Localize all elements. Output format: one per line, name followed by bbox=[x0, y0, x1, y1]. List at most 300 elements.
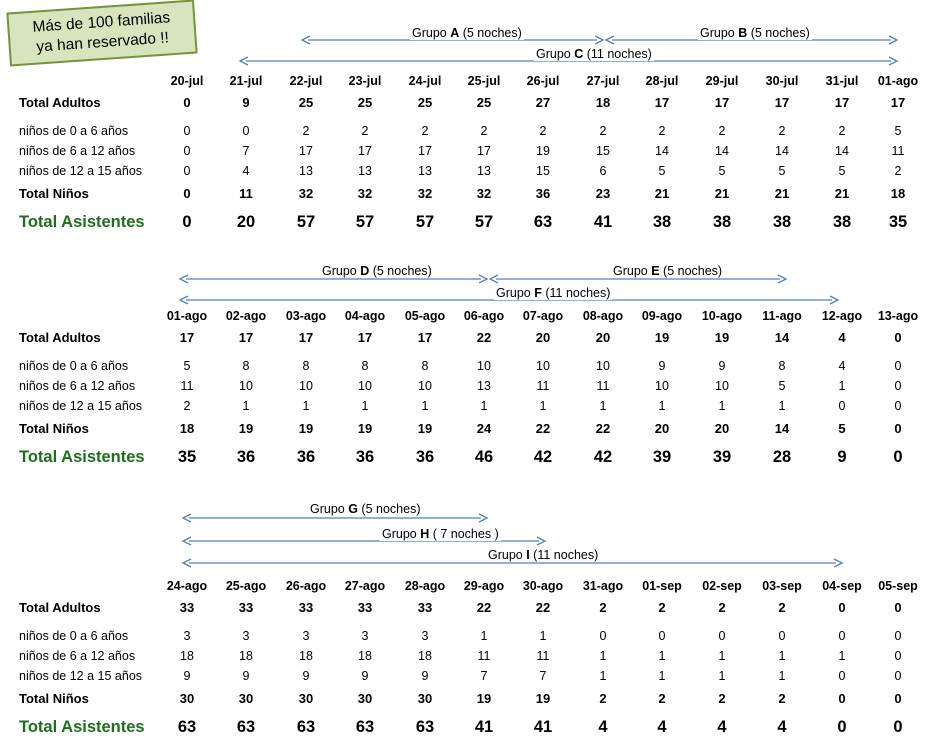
group-letter: E bbox=[651, 264, 660, 278]
date-header: 25-ago bbox=[225, 579, 267, 593]
value-cell: 28 bbox=[772, 448, 792, 466]
value-cell: 57 bbox=[355, 213, 375, 231]
value-cell: 22 bbox=[535, 600, 551, 615]
row-label-n6_12: niños de 6 a 12 años bbox=[19, 649, 136, 663]
date-header: 22-jul bbox=[289, 74, 323, 88]
value-cell: 1 bbox=[658, 669, 666, 683]
row-n6_12 bbox=[0, 649, 926, 667]
value-cell: 1 bbox=[838, 649, 846, 663]
value-cell: 32 bbox=[476, 186, 492, 201]
value-cell: 0 bbox=[183, 95, 191, 110]
group-prefix: Grupo bbox=[536, 47, 575, 61]
value-cell: 1 bbox=[599, 669, 607, 683]
value-cell: 20 bbox=[654, 421, 670, 436]
row-label-adultos: Total Adultos bbox=[19, 95, 101, 110]
value-cell: 10 bbox=[418, 379, 432, 393]
value-cell: 11 bbox=[536, 379, 550, 393]
row-adultos bbox=[0, 330, 926, 348]
value-cell: 57 bbox=[474, 213, 494, 231]
arrowhead bbox=[183, 514, 191, 522]
value-cell: 18 bbox=[299, 649, 313, 663]
value-cell: 22 bbox=[476, 330, 492, 345]
row-label-asistentes: Total Asistentes bbox=[19, 448, 145, 466]
value-cell: 5 bbox=[778, 164, 786, 178]
value-cell: 2 bbox=[778, 600, 786, 615]
group-label-H bbox=[380, 527, 501, 541]
value-cell: 30 bbox=[238, 691, 254, 706]
group-prefix: Grupo bbox=[488, 548, 527, 562]
group-letter: H bbox=[420, 527, 430, 541]
value-cell: 4 bbox=[838, 330, 846, 345]
value-cell: 5 bbox=[183, 359, 191, 373]
value-cell: 3 bbox=[361, 629, 369, 643]
value-cell: 2 bbox=[302, 124, 310, 138]
group-prefix: Grupo bbox=[613, 264, 652, 278]
value-cell: 0 bbox=[838, 600, 846, 615]
value-cell: 2 bbox=[599, 691, 607, 706]
value-cell: 1 bbox=[718, 649, 726, 663]
arrowhead bbox=[240, 57, 248, 65]
value-cell: 0 bbox=[838, 399, 846, 413]
group-prefix: Grupo bbox=[700, 26, 739, 40]
value-cell: 4 bbox=[242, 164, 250, 178]
value-cell: 5 bbox=[718, 164, 726, 178]
value-cell: 35 bbox=[177, 448, 197, 466]
value-cell: 11 bbox=[180, 379, 194, 393]
group-label-E bbox=[611, 264, 724, 278]
row-adultos bbox=[0, 600, 926, 618]
arrowhead bbox=[183, 537, 191, 545]
value-cell: 9 bbox=[421, 669, 429, 683]
value-cell: 41 bbox=[593, 213, 613, 231]
value-cell: 6 bbox=[599, 164, 607, 178]
value-cell: 9 bbox=[242, 95, 250, 110]
group-letter: G bbox=[348, 502, 358, 516]
arrowhead bbox=[180, 275, 188, 283]
row-label-n12_15: niños de 12 a 15 años bbox=[19, 669, 143, 683]
value-cell: 18 bbox=[179, 421, 195, 436]
value-cell: 36 bbox=[236, 448, 256, 466]
value-cell: 2 bbox=[718, 600, 726, 615]
value-cell: 14 bbox=[835, 144, 849, 158]
date-header: 13-ago bbox=[877, 309, 919, 323]
date-header: 02-ago bbox=[225, 309, 267, 323]
value-cell: 17 bbox=[714, 95, 730, 110]
value-cell: 2 bbox=[838, 124, 846, 138]
value-cell: 10 bbox=[536, 359, 550, 373]
value-cell: 1 bbox=[302, 399, 310, 413]
value-cell: 5 bbox=[838, 164, 846, 178]
value-cell: 2 bbox=[778, 124, 786, 138]
value-cell: 8 bbox=[778, 359, 786, 373]
value-cell: 2 bbox=[599, 600, 607, 615]
group-nights: (11 noches) bbox=[583, 47, 652, 61]
value-cell: 17 bbox=[298, 330, 314, 345]
value-cell: 7 bbox=[480, 669, 488, 683]
value-cell: 30 bbox=[417, 691, 433, 706]
value-cell: 2 bbox=[421, 124, 429, 138]
date-header: 03-sep bbox=[762, 579, 802, 593]
value-cell: 25 bbox=[298, 95, 314, 110]
value-cell: 1 bbox=[480, 399, 488, 413]
row-dates bbox=[0, 74, 926, 92]
value-cell: 0 bbox=[599, 629, 607, 643]
row-label-n12_15: niños de 12 a 15 años bbox=[19, 399, 143, 413]
value-cell: 2 bbox=[658, 600, 666, 615]
date-header: 31-jul bbox=[825, 74, 859, 88]
row-label-n0_6: niños de 0 a 6 años bbox=[19, 359, 129, 373]
date-header: 01-sep bbox=[642, 579, 682, 593]
date-header: 24-ago bbox=[166, 579, 208, 593]
value-cell: 5 bbox=[838, 421, 846, 436]
value-cell: 0 bbox=[894, 359, 902, 373]
value-cell: 18 bbox=[239, 649, 253, 663]
value-cell: 5 bbox=[658, 164, 666, 178]
date-header: 29-jul bbox=[705, 74, 739, 88]
value-cell: 14 bbox=[775, 144, 789, 158]
value-cell: 38 bbox=[712, 213, 732, 231]
value-cell: 42 bbox=[593, 448, 613, 466]
date-header: 26-jul bbox=[526, 74, 560, 88]
value-cell: 0 bbox=[838, 691, 846, 706]
value-cell: 0 bbox=[893, 718, 903, 736]
value-cell: 57 bbox=[415, 213, 435, 231]
value-cell: 9 bbox=[658, 359, 666, 373]
date-header: 04-sep bbox=[822, 579, 862, 593]
value-cell: 10 bbox=[358, 379, 372, 393]
value-cell: 38 bbox=[832, 213, 852, 231]
group-label-D bbox=[320, 264, 434, 278]
date-header: 05-ago bbox=[404, 309, 446, 323]
value-cell: 5 bbox=[778, 379, 786, 393]
value-cell: 46 bbox=[474, 448, 494, 466]
group-prefix: Grupo bbox=[382, 527, 421, 541]
row-n12_15 bbox=[0, 164, 926, 182]
value-cell: 17 bbox=[477, 144, 491, 158]
value-cell: 0 bbox=[894, 421, 902, 436]
date-header: 20-jul bbox=[170, 74, 204, 88]
value-cell: 0 bbox=[894, 330, 902, 345]
value-cell: 17 bbox=[299, 144, 313, 158]
date-header: 28-ago bbox=[404, 579, 446, 593]
note-line-2: ya han reservado !! bbox=[35, 29, 170, 56]
value-cell: 17 bbox=[890, 95, 906, 110]
value-cell: 1 bbox=[539, 399, 547, 413]
value-cell: 4 bbox=[598, 718, 608, 736]
row-n0_6 bbox=[0, 629, 926, 647]
row-asistentes bbox=[0, 448, 926, 472]
group-label-C bbox=[534, 47, 654, 61]
value-cell: 0 bbox=[894, 691, 902, 706]
group-label-F bbox=[494, 286, 612, 300]
value-cell: 8 bbox=[361, 359, 369, 373]
value-cell: 2 bbox=[778, 691, 786, 706]
reservations-note bbox=[6, 0, 197, 66]
value-cell: 18 bbox=[358, 649, 372, 663]
group-letter: F bbox=[534, 286, 542, 300]
row-ninos bbox=[0, 691, 926, 709]
value-cell: 63 bbox=[177, 718, 197, 736]
arrowhead bbox=[834, 559, 842, 567]
value-cell: 0 bbox=[183, 124, 191, 138]
note-line-1: Más de 100 familias bbox=[31, 9, 171, 36]
arrowhead bbox=[595, 36, 603, 44]
value-cell: 36 bbox=[296, 448, 316, 466]
value-cell: 0 bbox=[183, 186, 191, 201]
date-header: 08-ago bbox=[582, 309, 624, 323]
value-cell: 11 bbox=[891, 144, 905, 158]
date-header: 28-jul bbox=[645, 74, 679, 88]
value-cell: 19 bbox=[476, 691, 492, 706]
value-cell: 0 bbox=[718, 629, 726, 643]
row-asistentes bbox=[0, 718, 926, 742]
value-cell: 2 bbox=[361, 124, 369, 138]
row-n0_6 bbox=[0, 124, 926, 142]
value-cell: 17 bbox=[654, 95, 670, 110]
value-cell: 1 bbox=[778, 649, 786, 663]
value-cell: 39 bbox=[652, 448, 672, 466]
group-nights: (5 noches) bbox=[357, 502, 421, 516]
value-cell: 0 bbox=[894, 649, 902, 663]
value-cell: 19 bbox=[714, 330, 730, 345]
value-cell: 13 bbox=[477, 164, 491, 178]
row-n6_12 bbox=[0, 379, 926, 397]
value-cell: 27 bbox=[535, 95, 551, 110]
value-cell: 0 bbox=[894, 669, 902, 683]
value-cell: 17 bbox=[179, 330, 195, 345]
date-header: 23-jul bbox=[348, 74, 382, 88]
value-cell: 0 bbox=[183, 144, 191, 158]
value-cell: 33 bbox=[238, 600, 254, 615]
row-n12_15 bbox=[0, 399, 926, 417]
value-cell: 20 bbox=[714, 421, 730, 436]
group-nights: (11 noches) bbox=[529, 548, 599, 562]
value-cell: 3 bbox=[242, 629, 250, 643]
value-cell: 3 bbox=[421, 629, 429, 643]
value-cell: 30 bbox=[179, 691, 195, 706]
value-cell: 0 bbox=[778, 629, 786, 643]
group-prefix: Grupo bbox=[310, 502, 349, 516]
date-header: 27-ago bbox=[344, 579, 386, 593]
value-cell: 13 bbox=[418, 164, 432, 178]
value-cell: 17 bbox=[774, 95, 790, 110]
value-cell: 8 bbox=[242, 359, 250, 373]
row-label-n6_12: niños de 6 a 12 años bbox=[19, 144, 136, 158]
value-cell: 9 bbox=[242, 669, 250, 683]
value-cell: 10 bbox=[239, 379, 253, 393]
value-cell: 21 bbox=[654, 186, 670, 201]
arrowhead bbox=[479, 514, 487, 522]
value-cell: 42 bbox=[533, 448, 553, 466]
value-cell: 1 bbox=[778, 669, 786, 683]
value-cell: 10 bbox=[477, 359, 491, 373]
value-cell: 15 bbox=[596, 144, 610, 158]
group-nights: (5 noches) bbox=[459, 26, 522, 40]
date-header: 27-jul bbox=[586, 74, 620, 88]
value-cell: 25 bbox=[417, 95, 433, 110]
value-cell: 0 bbox=[894, 379, 902, 393]
value-cell: 19 bbox=[357, 421, 373, 436]
value-cell: 14 bbox=[655, 144, 669, 158]
value-cell: 0 bbox=[838, 629, 846, 643]
value-cell: 33 bbox=[179, 600, 195, 615]
group-prefix: Grupo bbox=[496, 286, 535, 300]
value-cell: 1 bbox=[242, 399, 250, 413]
value-cell: 19 bbox=[238, 421, 254, 436]
value-cell: 32 bbox=[298, 186, 314, 201]
value-cell: 9 bbox=[361, 669, 369, 683]
value-cell: 13 bbox=[299, 164, 313, 178]
value-cell: 19 bbox=[298, 421, 314, 436]
group-label-G bbox=[308, 502, 422, 516]
value-cell: 1 bbox=[658, 399, 666, 413]
date-header: 21-jul bbox=[229, 74, 263, 88]
value-cell: 9 bbox=[183, 669, 191, 683]
date-header: 30-jul bbox=[765, 74, 799, 88]
arrowhead bbox=[778, 275, 786, 283]
value-cell: 3 bbox=[302, 629, 310, 643]
date-header: 12-ago bbox=[821, 309, 863, 323]
row-label-n6_12: niños de 6 a 12 años bbox=[19, 379, 136, 393]
value-cell: 1 bbox=[718, 399, 726, 413]
arrowhead bbox=[490, 275, 498, 283]
group-nights: (5 noches) bbox=[369, 264, 432, 278]
value-cell: 36 bbox=[535, 186, 551, 201]
row-dates bbox=[0, 309, 926, 327]
value-cell: 19 bbox=[654, 330, 670, 345]
date-header: 03-ago bbox=[285, 309, 327, 323]
value-cell: 2 bbox=[658, 124, 666, 138]
arrowhead bbox=[180, 296, 188, 304]
value-cell: 63 bbox=[296, 718, 316, 736]
arrowhead bbox=[183, 559, 191, 567]
value-cell: 10 bbox=[299, 379, 313, 393]
value-cell: 4 bbox=[838, 359, 846, 373]
value-cell: 0 bbox=[894, 629, 902, 643]
group-nights: (5 noches) bbox=[747, 26, 810, 40]
arrowhead bbox=[889, 57, 897, 65]
value-cell: 10 bbox=[715, 379, 729, 393]
value-cell: 19 bbox=[535, 691, 551, 706]
date-header: 25-jul bbox=[467, 74, 501, 88]
row-label-asistentes: Total Asistentes bbox=[19, 718, 145, 736]
value-cell: 22 bbox=[535, 421, 551, 436]
group-letter: A bbox=[450, 26, 460, 40]
value-cell: 30 bbox=[298, 691, 314, 706]
row-n0_6 bbox=[0, 359, 926, 377]
row-adultos bbox=[0, 95, 926, 113]
value-cell: 4 bbox=[777, 718, 787, 736]
value-cell: 11 bbox=[477, 649, 491, 663]
date-header: 09-ago bbox=[641, 309, 683, 323]
value-cell: 0 bbox=[838, 669, 846, 683]
value-cell: 19 bbox=[417, 421, 433, 436]
value-cell: 0 bbox=[893, 448, 903, 466]
value-cell: 21 bbox=[774, 186, 790, 201]
value-cell: 1 bbox=[421, 399, 429, 413]
date-header: 31-ago bbox=[582, 579, 624, 593]
row-label-asistentes: Total Asistentes bbox=[19, 213, 145, 231]
value-cell: 0 bbox=[183, 164, 191, 178]
value-cell: 39 bbox=[712, 448, 732, 466]
value-cell: 20 bbox=[535, 330, 551, 345]
value-cell: 25 bbox=[357, 95, 373, 110]
group-nights: (5 noches) bbox=[659, 264, 723, 278]
row-label-ninos: Total Niños bbox=[19, 691, 89, 706]
value-cell: 63 bbox=[415, 718, 435, 736]
row-label-adultos: Total Adultos bbox=[19, 330, 101, 345]
value-cell: 14 bbox=[715, 144, 729, 158]
value-cell: 32 bbox=[417, 186, 433, 201]
value-cell: 41 bbox=[533, 718, 553, 736]
date-header: 05-sep bbox=[878, 579, 918, 593]
value-cell: 17 bbox=[357, 330, 373, 345]
group-letter: I bbox=[526, 548, 530, 562]
value-cell: 2 bbox=[183, 399, 191, 413]
value-cell: 38 bbox=[652, 213, 672, 231]
value-cell: 41 bbox=[474, 718, 494, 736]
value-cell: 10 bbox=[596, 359, 610, 373]
value-cell: 1 bbox=[539, 629, 547, 643]
value-cell: 13 bbox=[477, 379, 491, 393]
value-cell: 18 bbox=[418, 649, 432, 663]
value-cell: 15 bbox=[536, 164, 550, 178]
date-header: 10-ago bbox=[701, 309, 743, 323]
value-cell: 13 bbox=[358, 164, 372, 178]
value-cell: 17 bbox=[834, 95, 850, 110]
date-header: 01-ago bbox=[166, 309, 208, 323]
row-label-n0_6: niños de 0 a 6 años bbox=[19, 124, 129, 138]
date-header: 07-ago bbox=[522, 309, 564, 323]
value-cell: 1 bbox=[838, 379, 846, 393]
value-cell: 11 bbox=[536, 649, 550, 663]
value-cell: 11 bbox=[596, 379, 610, 393]
value-cell: 2 bbox=[599, 124, 607, 138]
value-cell: 9 bbox=[302, 669, 310, 683]
value-cell: 36 bbox=[415, 448, 435, 466]
value-cell: 8 bbox=[421, 359, 429, 373]
value-cell: 1 bbox=[718, 669, 726, 683]
value-cell: 5 bbox=[894, 124, 902, 138]
value-cell: 2 bbox=[658, 691, 666, 706]
value-cell: 0 bbox=[894, 600, 902, 615]
row-dates bbox=[0, 579, 926, 597]
value-cell: 63 bbox=[236, 718, 256, 736]
value-cell: 8 bbox=[302, 359, 310, 373]
value-cell: 20 bbox=[595, 330, 611, 345]
value-cell: 0 bbox=[242, 124, 250, 138]
arrowhead bbox=[889, 36, 897, 44]
value-cell: 57 bbox=[296, 213, 316, 231]
arrowhead bbox=[537, 537, 545, 545]
date-header: 04-ago bbox=[344, 309, 386, 323]
group-label-I bbox=[486, 548, 600, 562]
date-header: 24-jul bbox=[408, 74, 442, 88]
date-header: 11-ago bbox=[762, 309, 802, 323]
date-header: 26-ago bbox=[285, 579, 327, 593]
value-cell: 1 bbox=[658, 649, 666, 663]
value-cell: 0 bbox=[658, 629, 666, 643]
value-cell: 0 bbox=[894, 399, 902, 413]
value-cell: 36 bbox=[355, 448, 375, 466]
value-cell: 7 bbox=[539, 669, 547, 683]
arrowhead bbox=[479, 275, 487, 283]
value-cell: 1 bbox=[599, 399, 607, 413]
row-label-ninos: Total Niños bbox=[19, 421, 89, 436]
value-cell: 1 bbox=[480, 629, 488, 643]
group-letter: C bbox=[574, 47, 584, 61]
value-cell: 10 bbox=[655, 379, 669, 393]
